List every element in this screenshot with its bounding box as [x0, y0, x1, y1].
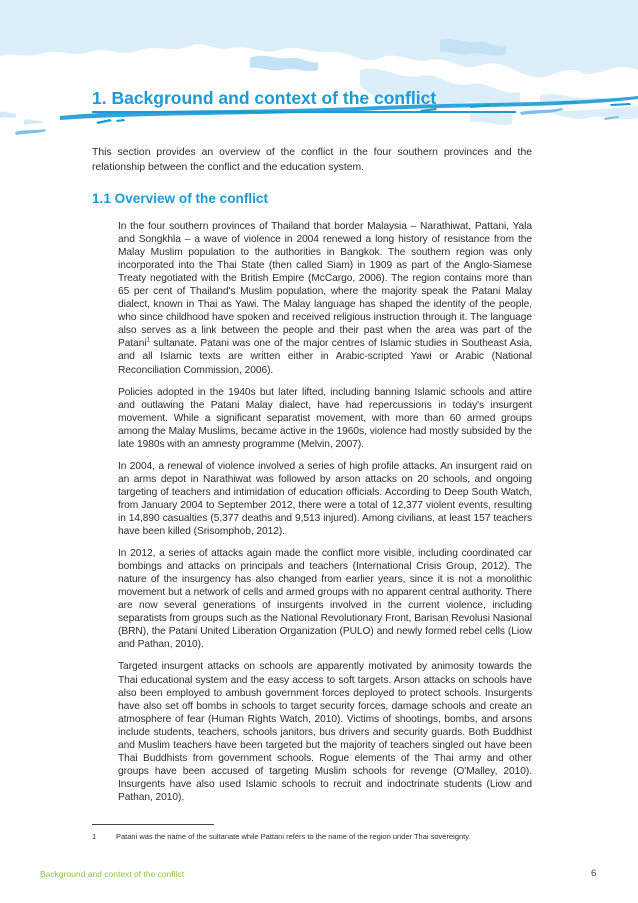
- paragraph-1-part-b: sultanate. Patani was one of the major centres of Islamic studies in Southeast Asia, and all Islamic texts are written either in Arabic-scripted Yawi or Arabic (National Reconciliation Commission, 2006).: [118, 338, 532, 376]
- paragraph-1: [118, 220, 532, 377]
- footnote-number: 1: [92, 832, 97, 841]
- footnote: [92, 832, 532, 842]
- section-body: [118, 220, 532, 813]
- chapter-title: 1. Background and context of the conflict: [92, 88, 437, 108]
- paragraph-1-part-a: In the four southern provinces of Thailand that border Malaysia – Narathiwat, Pattani, Yala and Songkhla – a wave of violence in 2004 renewed a long history of resistance from the Malay Muslim population to the authorities in Bangkok. The southern region was only incorporated into the Thai State (then called Siam) in 1909 as part of the Anglo-Siamese Treaty negotiated with the British Empire (McCargo, 2006). The region contains more than 65 per cent of Thailand's Muslim population, where the majority speak the Patani Malay dialect, known in Thai as Yawi. The Malay language has shaped the identity of the people, who since childhood have spoken and received religious instruction through it. The language also serves as a link between the people and their past when the area was part of the Patani: [118, 221, 532, 350]
- page-number: 6: [591, 868, 597, 879]
- footer-section-title: Background and context of the conflict: [40, 869, 185, 879]
- paragraph-5: Targeted insurgent attacks on schools are apparently motivated by animosity towards the Thai educational system and the easy access to soft targets. Arson attacks on schools have also been employed to ambush government forces deployed to protect schools. Insurgents have also set off bombs in schools to target security forces, damage schools and create an atmosphere of fear (Human Rights Watch, 2010). Victims of shootings, bombs, and arsons include students, teachers, schools janitors, bus drivers and security guards. Both Buddhist and Muslim teachers have been targeted but the majority of teachers singled out have been Thai Buddhists from government schools. Rogue elements of the Thai army and other groups have been accused of targeting Muslim schools for revenge (O'Malley, 2010). Insurgents have also used Islamic schools to recruit and indoctrinate students (Liow and Pathan, 2010).: [118, 661, 532, 803]
- header-banner-map: [0, 0, 638, 150]
- footnote-divider: [92, 824, 214, 825]
- paragraph-4: In 2012, a series of attacks again made the conflict more visible, including coordinated car bombings and attacks on principals and teachers (International Crisis Group, 2012). The nature of the insurgency has also changed from earlier years, since it is not a monolithic movement but a network of cells and armed groups with no apparent central authority. There are now several generations of insurgents involved in the current violence, including separatists from groups such as the National Revolutionary Front, Barisan Revolusi Nasional (BRN), the Patani United Liberation Organization (PULO) and newly formed rebel cells (Liow and Pathan, 2010).: [118, 548, 532, 651]
- footnote-text: Patani was the name of the sultanate while Pattani refers to the name of the region under Thai sovereignty.: [116, 832, 471, 841]
- intro-paragraph: This section provides an overview of the conflict in the four southern provinces and the relationship between the conflict and the education system.: [92, 147, 532, 174]
- paragraph-3: In 2004, a renewal of violence involved a series of high profile attacks. An insurgent raid on an arms depot in Narathiwat was followed by arson attacks on 20 schools, and ongoing targeting of teachers and intimidation of education officials. According to Deep South Watch, from January 2004 to September 2012, there were a total of 12,377 violent events, resulting in 14,890 casualties (5,377 deaths and 9,513 injured). Among civilians, at least 157 teachers have been killed (Srisomphob, 2012).: [118, 460, 532, 538]
- footnote-ref: 1: [146, 338, 150, 345]
- section-heading: 1.1 Overview of the conflict: [92, 191, 269, 206]
- paragraph-2: Policies adopted in the 1940s but later lifted, including banning Islamic schools and attire and outlawing the Patani Malay dialect, have had repercussions in today's insurgent movement. While a significant separatist movement, with more than 60 armed groups among the Malay Muslims, became active in the 1960s, violence had mostly subsided by the late 1980s with an amnesty programme (Melvin, 2007).: [118, 386, 532, 450]
